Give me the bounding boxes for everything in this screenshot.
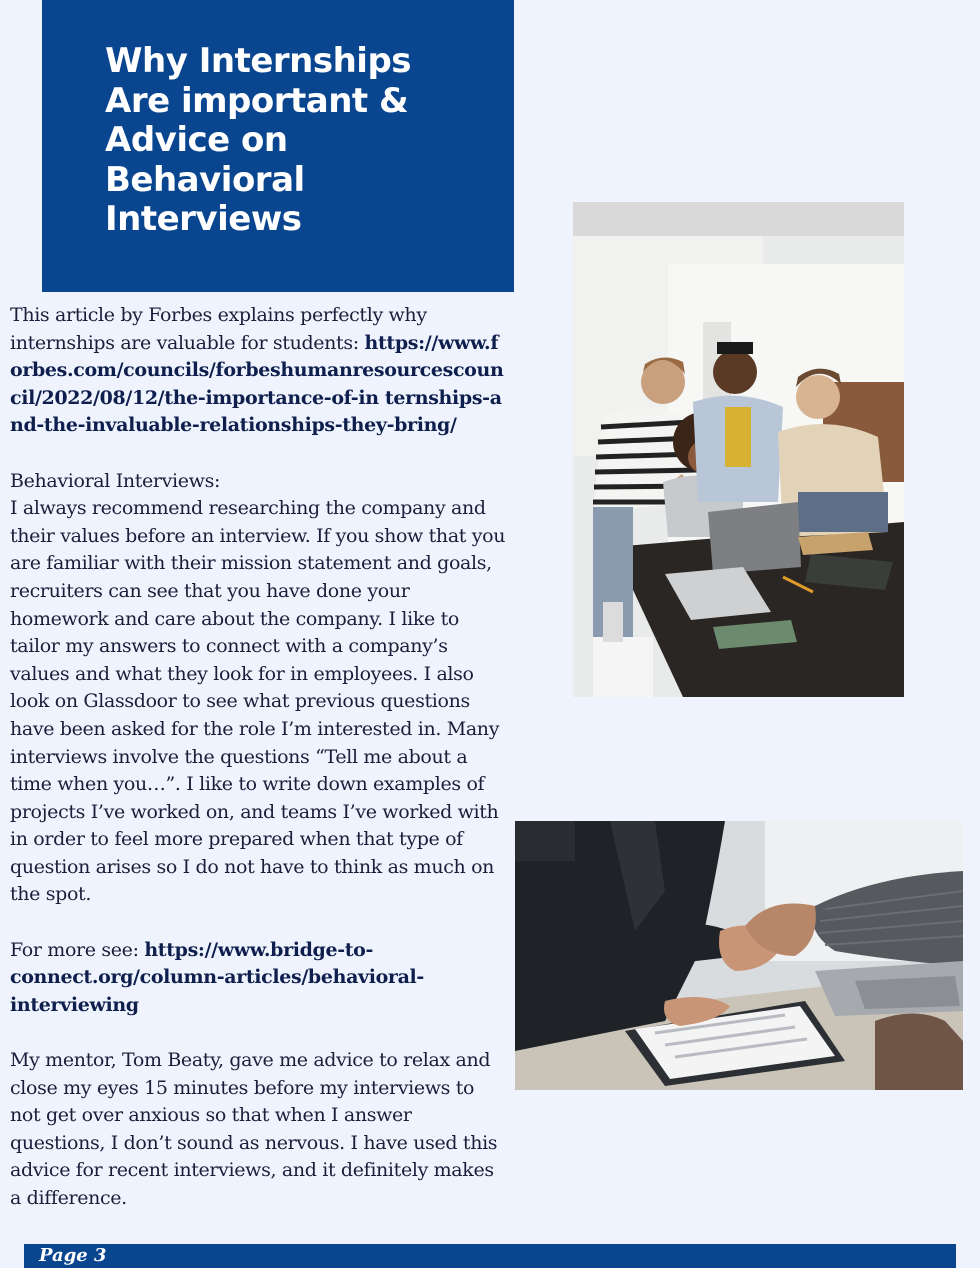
- paragraph-spacer: [10, 1019, 510, 1047]
- page-title: Why Internships Are important & Advice on Behavioral Interviews: [105, 41, 412, 239]
- intro-text: This article by Forbes explains perfectly why internships are valuable for students:: [10, 304, 427, 354]
- team-at-laptop-photo: [573, 202, 904, 697]
- handshake-photo: [515, 821, 963, 1090]
- paragraph-spacer: [10, 909, 510, 937]
- bridge-to-connect-link[interactable]: https://www.bridge-to-connect.org/column-articles/behavioral-interviewing: [10, 938, 424, 1016]
- footer-bar: [24, 1244, 956, 1268]
- mentor-paragraph: My mentor, Tom Beaty, gave me advice to relax and close my eyes 15 minutes before my interviews to not get over anxious so that when I answer questions, I don’t sound as nervous. I have used this advice for recent interviews, and it definitely makes a difference.: [10, 1049, 498, 1209]
- more-paragraph: [10, 937, 510, 1020]
- behavioral-paragraph: I always recommend researching the company and their values before an interview. If you show that you are familiar with their mission statement and goals, recruiters can see that you have done your homework and care about the company. I like to tailor my answers to connect with a company’s values and what they look for in employees. I also look on Glassdoor to see what previous questions have been asked for the role I’m interested in. Many interviews involve the questions “Tell me about a time when you…”. I like to write down examples of projects I’ve worked on, and teams I’ve worked with in order to feel more prepared when that type of question arises so I do not have to think as much on the spot.: [10, 497, 506, 906]
- behavioral-heading: Behavioral Interviews:: [10, 469, 221, 492]
- title-banner: [42, 0, 514, 292]
- intro-paragraph: [10, 302, 510, 440]
- paragraph-spacer: [10, 440, 510, 468]
- forbes-article-link[interactable]: https://www.forbes.com/councils/forbeshumanresourcescouncil/2022/08/12/the-importance-of-in ternships-and-the-invaluable-relationships-they-bring/: [10, 331, 504, 437]
- more-label: For more see:: [10, 938, 139, 961]
- page-number: Page 3: [39, 1245, 107, 1266]
- article-body: [10, 302, 510, 1213]
